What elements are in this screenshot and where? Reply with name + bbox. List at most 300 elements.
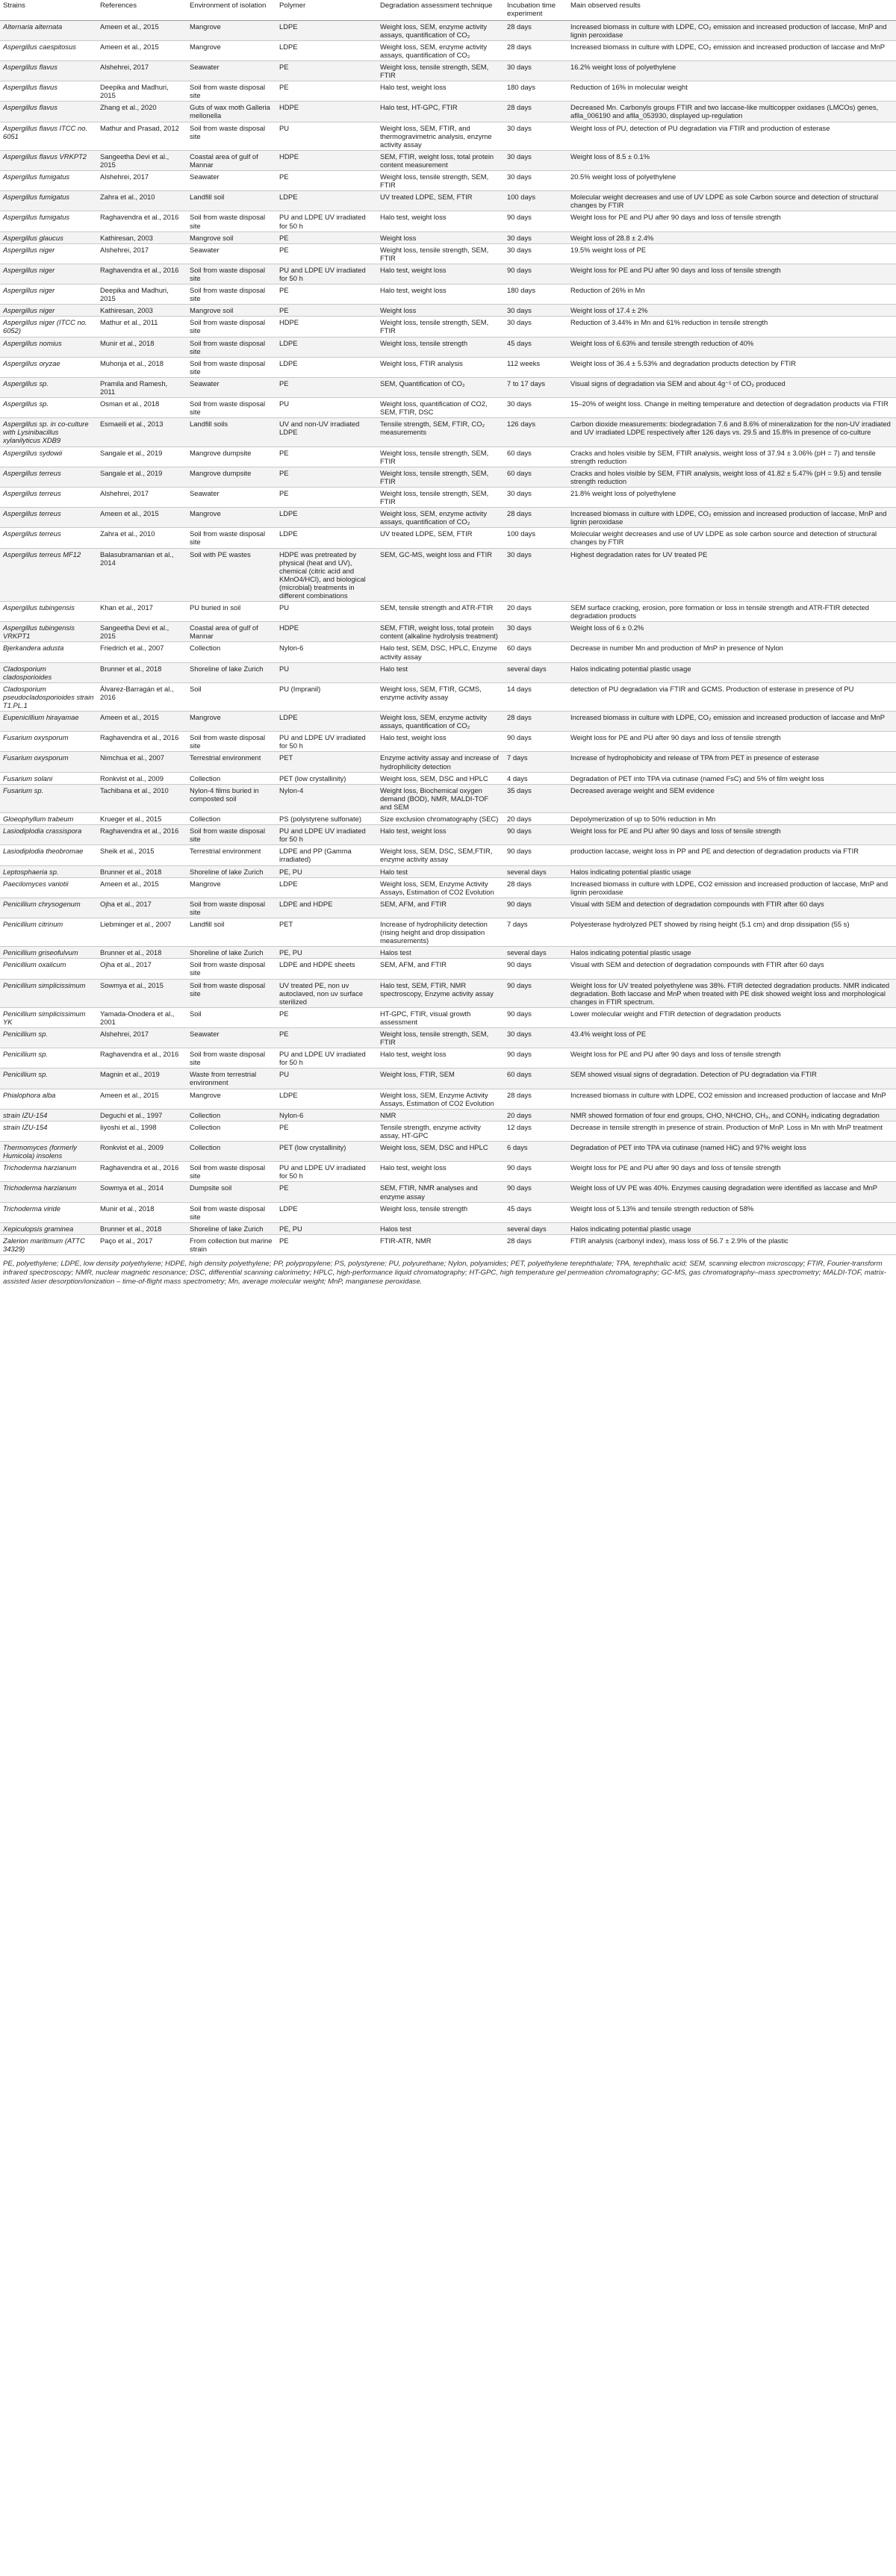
cell-reference: Ameen et al., 2015	[97, 712, 187, 732]
cell-result: Weight loss of PU, detection of PU degradation via FTIR and production of esterase	[567, 122, 896, 150]
cell-environment: Soil from waste disposal site	[187, 357, 276, 377]
cell-result: Weight loss for PE and PU after 90 days and loss of tensile strength	[567, 825, 896, 845]
cell-technique: Weight loss, Biochemical oxygen demand (BOD), NMR, MALDI-TOF and SEM	[377, 784, 504, 812]
cell-environment: Seawater	[187, 61, 276, 81]
cell-result: 16.2% weight loss of polyethylene	[567, 61, 896, 81]
cell-polymer: HDPE was pretreated by physical (heat and UV), chemical (citric acid and KMnO4/HCl), and biological (microbial) treatments in different combinations	[276, 548, 377, 602]
cell-polymer: HDPE	[276, 317, 377, 337]
cell-environment: Collection	[187, 1109, 276, 1121]
cell-environment: Soil from waste disposal site	[187, 732, 276, 752]
cell-reference: Alshehrei, 2017	[97, 487, 187, 507]
cell-environment: Seawater	[187, 377, 276, 397]
cell-reference: Deepika and Madhuri, 2015	[97, 284, 187, 305]
table-row	[0, 528, 896, 548]
cell-environment: Seawater	[187, 171, 276, 191]
cell-result: Weight loss for PE and PU after 90 days and loss of tensile strength	[567, 1162, 896, 1182]
cell-result: Visual signs of degradation via SEM and about 4g⁻¹ of CO₂ produced	[567, 377, 896, 397]
cell-technique: Weight loss, SEM, enzyme activity assays, quantification of CO₂	[377, 508, 504, 528]
cell-strain: Aspergillus flavus VRKPT2	[0, 150, 97, 170]
cell-incubation: 30 days	[504, 305, 567, 317]
cell-polymer: PU	[276, 398, 377, 418]
table-row	[0, 398, 896, 418]
cell-result: Reduction of 26% in Mn	[567, 284, 896, 305]
cell-polymer: LDPE	[276, 191, 377, 211]
cell-incubation: 60 days	[504, 447, 567, 467]
cell-strain: Aspergillus tubingensis VRKPT1	[0, 622, 97, 642]
cell-strain: Aspergillus fumigatus	[0, 171, 97, 191]
cell-incubation: 90 days	[504, 959, 567, 979]
cell-technique: Weight loss	[377, 231, 504, 243]
cell-result: 15–20% of weight loss. Change in melting temperature and detection of degradation products via FTIR	[567, 398, 896, 418]
cell-incubation: 30 days	[504, 622, 567, 642]
cell-incubation: 14 days	[504, 682, 567, 711]
cell-technique: NMR	[377, 1109, 504, 1121]
cell-technique: Halo test	[377, 865, 504, 877]
cell-technique: FTIR-ATR, NMR	[377, 1234, 504, 1254]
cell-polymer: PE	[276, 61, 377, 81]
cell-polymer: PET	[276, 918, 377, 946]
cell-result: Increased biomass in culture with LDPE, CO₂ emission and increased production of laccase, MnP and lignin peroxidase	[567, 508, 896, 528]
cell-technique: Weight loss, SEM, Enzyme Activity Assays, Estimation of CO2 Evolution	[377, 1089, 504, 1109]
cell-technique: Weight loss, SEM, DSC, SEM,FTIR, enzyme activity assay	[377, 845, 504, 865]
cell-reference: Munir et al., 2018	[97, 1202, 187, 1222]
cell-strain: Alternaria alternata	[0, 20, 97, 40]
cell-polymer: LDPE	[276, 1202, 377, 1222]
cell-incubation: 20 days	[504, 1109, 567, 1121]
cell-reference: Raghavendra et al., 2016	[97, 211, 187, 231]
table-row	[0, 918, 896, 946]
cell-technique: Size exclusion chromatography (SEC)	[377, 813, 504, 825]
cell-reference: Sowmya et al., 2014	[97, 1182, 187, 1202]
cell-reference: Krueger et al., 2015	[97, 813, 187, 825]
cell-environment: Collection	[187, 1142, 276, 1162]
cell-strain: Aspergillus terreus	[0, 508, 97, 528]
cell-strain: Leptosphaeria sp.	[0, 865, 97, 877]
cell-strain: Xepiculopsis graminea	[0, 1222, 97, 1234]
cell-reference: Raghavendra et al., 2016	[97, 264, 187, 284]
cell-incubation: 30 days	[504, 243, 567, 264]
cell-reference: Yamada-Onodera et al., 2001	[97, 1007, 187, 1027]
cell-result: 20.5% weight loss of polyethylene	[567, 171, 896, 191]
table-row	[0, 959, 896, 979]
cell-technique: Halo test, weight loss	[377, 825, 504, 845]
cell-environment: Collection	[187, 1121, 276, 1141]
cell-strain: Aspergillus niger	[0, 264, 97, 284]
cell-result: Weight loss of UV PE was 40%. Enzymes causing degradation were identified as laccase and MnP	[567, 1182, 896, 1202]
cell-strain: Aspergillus sp.	[0, 398, 97, 418]
cell-incubation: several days	[504, 947, 567, 959]
cell-incubation: 60 days	[504, 1068, 567, 1089]
table-row	[0, 171, 896, 191]
cell-technique: Weight loss, SEM, DSC and HPLC	[377, 1142, 504, 1162]
cell-technique: Tensile strength, SEM, FTIR, CO₂ measurements	[377, 418, 504, 447]
cell-result: Depolymerization of up to 50% reduction in Mn	[567, 813, 896, 825]
table-row	[0, 1068, 896, 1089]
table-row	[0, 548, 896, 602]
cell-technique: Halo test, weight loss	[377, 264, 504, 284]
cell-result: SEM surface cracking, erosion, pore formation or loss in tensile strength and ATR-FTIR detected degradation products	[567, 602, 896, 622]
table-row	[0, 1089, 896, 1109]
cell-reference: Alshehrei, 2017	[97, 243, 187, 264]
cell-environment: Shoreline of lake Zurich	[187, 865, 276, 877]
cell-environment: Mangrove soil	[187, 231, 276, 243]
cell-technique: Weight loss, SEM, enzyme activity assays, quantification of CO₂	[377, 20, 504, 40]
cell-environment: From collection but marine strain	[187, 1234, 276, 1254]
cell-polymer: LDPE	[276, 1089, 377, 1109]
cell-result: Weight loss of 8.5 ± 0.1%	[567, 150, 896, 170]
cell-environment: Landfill soil	[187, 191, 276, 211]
cell-strain: Cladosporium pseudocladosporioides strain T1.PL.1	[0, 682, 97, 711]
cell-reference: Sangeetha Devi et al., 2015	[97, 150, 187, 170]
cell-reference: Brunner et al., 2018	[97, 662, 187, 682]
cell-technique: Halo test, SEM, DSC, HPLC, Enzyme activity assay	[377, 642, 504, 662]
table-row	[0, 1142, 896, 1162]
cell-polymer: PS (polystyrene sulfonate)	[276, 813, 377, 825]
table-row	[0, 1222, 896, 1234]
cell-polymer: LDPE	[276, 337, 377, 357]
cell-result: Weight loss for PE and PU after 90 days and loss of tensile strength	[567, 732, 896, 752]
cell-result: Lower molecular weight and FTIR detection of degradation products	[567, 1007, 896, 1027]
table-row	[0, 508, 896, 528]
cell-incubation: 90 days	[504, 1162, 567, 1182]
cell-reference: Álvarez-Barragán et al., 2016	[97, 682, 187, 711]
cell-technique: SEM, FTIR, NMR analyses and enzyme assay	[377, 1182, 504, 1202]
cell-strain: Penicillium citrinum	[0, 918, 97, 946]
cell-technique: Weight loss, tensile strength, SEM, FTIR	[377, 467, 504, 487]
cell-polymer: PE	[276, 231, 377, 243]
cell-strain: Aspergillus flavus	[0, 61, 97, 81]
cell-polymer: PE	[276, 1234, 377, 1254]
cell-result: Halos indicating potential plastic usage	[567, 1222, 896, 1234]
cell-technique: SEM, AFM, and FTIR	[377, 897, 504, 918]
cell-strain: Aspergillus tubingensis	[0, 602, 97, 622]
cell-environment: Shoreline of lake Zurich	[187, 947, 276, 959]
cell-environment: Mangrove	[187, 712, 276, 732]
cell-polymer: PE	[276, 1028, 377, 1048]
table-row	[0, 447, 896, 467]
cell-environment: Seawater	[187, 243, 276, 264]
table-row	[0, 20, 896, 40]
cell-strain: Trichoderma harzianum	[0, 1182, 97, 1202]
cell-technique: UV treated LDPE, SEM, FTIR	[377, 528, 504, 548]
cell-result: Halos indicating potential plastic usage	[567, 865, 896, 877]
cell-strain: Aspergillus flavus ITCC no. 6051	[0, 122, 97, 150]
cell-technique: Weight loss, SEM, FTIR, and thermogravimetric analysis, enzyme activity assay	[377, 122, 504, 150]
cell-result: Decrease in number Mn and production of MnP in presence of Nylon	[567, 642, 896, 662]
table-row	[0, 1028, 896, 1048]
table-row	[0, 662, 896, 682]
cell-environment: Mangrove soil	[187, 305, 276, 317]
cell-polymer: PU and LDPE UV irradiated for 50 h	[276, 732, 377, 752]
cell-reference: Munir et al., 2018	[97, 337, 187, 357]
table-row	[0, 1048, 896, 1068]
table-row	[0, 211, 896, 231]
header-technique: Degradation assessment technique	[377, 0, 504, 20]
cell-result: Weight loss for UV treated polyethylene was 38%. FTIR detected degradation products. NMR indicated degradation. Both laccase and MnP when treated with PE disk showed weight loss and morphological changes in FTIR spectrum.	[567, 979, 896, 1007]
cell-environment: Coastal area of gulf of Mannar	[187, 622, 276, 642]
cell-result: Increased biomass in culture with LDPE, CO₂ emission and increased production of laccase and MnP	[567, 712, 896, 732]
cell-environment: Shoreline of lake Zurich	[187, 662, 276, 682]
cell-environment: Seawater	[187, 1028, 276, 1048]
cell-polymer: PE, PU	[276, 1222, 377, 1234]
cell-reference: Iiyoshi et al., 1998	[97, 1121, 187, 1141]
cell-polymer: PE, PU	[276, 865, 377, 877]
cell-environment: Soil from waste disposal site	[187, 122, 276, 150]
table-row	[0, 642, 896, 662]
cell-incubation: 100 days	[504, 191, 567, 211]
header-results: Main observed results	[567, 0, 896, 20]
cell-technique: Weight loss, tensile strength, SEM, FTIR	[377, 1028, 504, 1048]
cell-incubation: 30 days	[504, 231, 567, 243]
table-row	[0, 752, 896, 772]
cell-incubation: 20 days	[504, 813, 567, 825]
cell-result: Carbon dioxide measurements: biodegradation 7.6 and 8.6% of mineralization for the non-UV irradiated and UV irradiated LDPE respectively after 126 days vs. 29.5 and 15.8% in presence of co-culture	[567, 418, 896, 447]
cell-technique: Halo test, weight loss	[377, 732, 504, 752]
cell-result: production laccase, weight loss in PP and PE and detection of degradation products via FTIR	[567, 845, 896, 865]
cell-strain: Penicillium simplicissimum	[0, 979, 97, 1007]
table-row	[0, 317, 896, 337]
cell-result: 21.8% weight loss of polyethylene	[567, 487, 896, 507]
cell-strain: Aspergillus nomius	[0, 337, 97, 357]
cell-environment: Shoreline of lake Zurich	[187, 1222, 276, 1234]
cell-strain: Aspergillus flavus	[0, 81, 97, 102]
cell-strain: Aspergillus flavus	[0, 102, 97, 122]
cell-result: Molecular weight decreases and use of UV LDPE as sole carbon source and detection of structural changes by FTIR	[567, 528, 896, 548]
table-row	[0, 243, 896, 264]
cell-environment: Soil from waste disposal site	[187, 959, 276, 979]
cell-incubation: 180 days	[504, 81, 567, 102]
cell-environment: Mangrove dumpsite	[187, 467, 276, 487]
cell-incubation: 90 days	[504, 264, 567, 284]
table-row	[0, 622, 896, 642]
cell-technique: Weight loss, SEM, enzyme activity assays, quantification of CO₂	[377, 40, 504, 60]
cell-strain: strain IZU-154	[0, 1109, 97, 1121]
cell-incubation: 60 days	[504, 467, 567, 487]
table-row	[0, 682, 896, 711]
cell-environment: Soil from waste disposal site	[187, 81, 276, 102]
cell-strain: strain IZU-154	[0, 1121, 97, 1141]
table-row	[0, 1109, 896, 1121]
table-row	[0, 305, 896, 317]
cell-result: Visual with SEM and detection of degradation compounds with FTIR after 60 days	[567, 897, 896, 918]
cell-strain: Aspergillus sydowii	[0, 447, 97, 467]
cell-reference: Liebminger et al., 2007	[97, 918, 187, 946]
cell-polymer: PE	[276, 171, 377, 191]
cell-reference: Khan et al., 2017	[97, 602, 187, 622]
header-strains: Strains	[0, 0, 97, 20]
cell-reference: Sangeetha Devi et al., 2015	[97, 622, 187, 642]
cell-incubation: 28 days	[504, 20, 567, 40]
cell-technique: Enzyme activity assay and increase of hydrophilicity detection	[377, 752, 504, 772]
cell-polymer: UV and non-UV irradiated LDPE	[276, 418, 377, 447]
cell-incubation: 28 days	[504, 877, 567, 897]
cell-incubation: 90 days	[504, 979, 567, 1007]
cell-environment: Dumpsite soil	[187, 1182, 276, 1202]
cell-result: Reduction of 3.44% in Mn and 61% reduction in tensile strength	[567, 317, 896, 337]
cell-result: Degradation of PET into TPA via cutinase (named HiC) and 97% weight loss	[567, 1142, 896, 1162]
cell-polymer: LDPE	[276, 712, 377, 732]
cell-technique: Weight loss, FTIR analysis	[377, 357, 504, 377]
header-environment: Environment of isolation	[187, 0, 276, 20]
cell-polymer: PE	[276, 487, 377, 507]
cell-strain: Penicillium sp.	[0, 1048, 97, 1068]
cell-polymer: PE	[276, 284, 377, 305]
cell-environment: Nylon-4 films buried in composted soil	[187, 784, 276, 812]
cell-result: NMR showed formation of four end groups, CHO, NHCHO, CH₃, and CONH₂ indicating degradation	[567, 1109, 896, 1121]
cell-polymer: PU	[276, 122, 377, 150]
cell-reference: Mathur et al., 2011	[97, 317, 187, 337]
cell-strain: Penicillium sp.	[0, 1068, 97, 1089]
cell-incubation: 90 days	[504, 825, 567, 845]
cell-environment: Soil	[187, 1007, 276, 1027]
cell-technique: Weight loss, FTIR, SEM	[377, 1068, 504, 1089]
cell-reference: Alshehrei, 2017	[97, 61, 187, 81]
cell-technique: Halo test, weight loss	[377, 211, 504, 231]
cell-incubation: 30 days	[504, 487, 567, 507]
cell-reference: Ameen et al., 2015	[97, 1089, 187, 1109]
cell-technique: Halo test, weight loss	[377, 81, 504, 102]
table-row	[0, 61, 896, 81]
cell-incubation: 6 days	[504, 1142, 567, 1162]
cell-strain: Aspergillus niger	[0, 284, 97, 305]
cell-polymer: HDPE	[276, 102, 377, 122]
cell-technique: SEM, Quantification of CO₂	[377, 377, 504, 397]
cell-result: Weight loss of 5.13% and tensile strength reduction of 58%	[567, 1202, 896, 1222]
cell-result: Increased biomass in culture with LDPE, CO2 emission and increased production of laccase, MnP and lignin peroxidase	[567, 877, 896, 897]
table-footnote: PE, polyethylene; LDPE, low density polyethylene; HDPE, high density polyethylene; PP, polypropylene; PS, polystyrene; PU, polyurethane; Nylon, polyamides; PET, polyethylene terephthalate; TPA, terephthalic acid; SEM, scanning electron microscopy; FTIR, Fourier-transform infrared spectroscopy; NMR, nuclear magnetic resonance; DSC, differential scanning calorimetry; HPLC, high-performance liquid chromatography; HT-GPC, high temperature gel permeation chromatography; GC-MS, gas chromatography–mass spectrometry; MALDI-TOF, matrix-assisted laser desorption/ionization – time-of-flight mass spectrometry; Mn, average molecular weight; MnP, manganese peroxidase.	[3, 1260, 887, 1287]
cell-reference: Ronkvist et al., 2009	[97, 772, 187, 784]
cell-strain: Trichoderma viride	[0, 1202, 97, 1222]
cell-polymer: PU (Impranil)	[276, 682, 377, 711]
cell-polymer: PE	[276, 447, 377, 467]
table-row	[0, 264, 896, 284]
cell-polymer: LDPE and PP (Gamma irradiated)	[276, 845, 377, 865]
cell-strain: Aspergillus sp. in co-culture with Lysinibacillus xylanilyticus XDB9	[0, 418, 97, 447]
cell-reference: Kathiresan, 2003	[97, 305, 187, 317]
cell-result: Halos indicating potential plastic usage	[567, 947, 896, 959]
cell-technique: Weight loss, tensile strength, SEM, FTIR	[377, 61, 504, 81]
cell-polymer: PU and LDPE UV irradiated for 50 h	[276, 825, 377, 845]
cell-reference: Brunner et al., 2018	[97, 865, 187, 877]
cell-environment: Landfill soil	[187, 918, 276, 946]
cell-strain: Lasiodiplodia theobromae	[0, 845, 97, 865]
cell-strain: Fusarium sp.	[0, 784, 97, 812]
table-row	[0, 487, 896, 507]
cell-strain: Penicillium griseofulvum	[0, 947, 97, 959]
header-row	[0, 0, 896, 20]
table-header	[0, 0, 896, 20]
cell-technique: Weight loss, SEM, Enzyme Activity Assays, Estimation of CO2 Evolution	[377, 877, 504, 897]
cell-reference: Ojha et al., 2017	[97, 959, 187, 979]
cell-environment: Soil from waste disposal site	[187, 1048, 276, 1068]
cell-technique: Weight loss, tensile strength, SEM, FTIR	[377, 171, 504, 191]
cell-reference: Sowmya et al., 2015	[97, 979, 187, 1007]
cell-result: Highest degradation rates for UV treated PE	[567, 548, 896, 602]
cell-strain: Aspergillus terreus	[0, 528, 97, 548]
cell-result: FTIR analysis (carbonyl index), mass loss of 56.7 ± 2.9% of the plastic	[567, 1234, 896, 1254]
cell-polymer: Nylon-6	[276, 642, 377, 662]
cell-strain: Fusarium oxysporum	[0, 732, 97, 752]
cell-environment: Collection	[187, 642, 276, 662]
cell-technique: Weight loss	[377, 305, 504, 317]
cell-technique: Weight loss, tensile strength	[377, 337, 504, 357]
cell-result: Degradation of PET into TPA via cutinase (named FsC) and 5% of film weight loss	[567, 772, 896, 784]
cell-polymer: PET (low crystallinity)	[276, 772, 377, 784]
cell-reference: Ameen et al., 2015	[97, 40, 187, 60]
cell-strain: Aspergillus oryzae	[0, 357, 97, 377]
cell-polymer: PE	[276, 1007, 377, 1027]
cell-incubation: 28 days	[504, 508, 567, 528]
cell-polymer: PET (low crystallinity)	[276, 1142, 377, 1162]
cell-incubation: 35 days	[504, 784, 567, 812]
table-body	[0, 20, 896, 1254]
cell-environment: PU buried in soil	[187, 602, 276, 622]
cell-environment: Terrestrial environment	[187, 752, 276, 772]
cell-strain: Penicillium simplicissimum YK	[0, 1007, 97, 1027]
cell-environment: Waste from terrestrial environment	[187, 1068, 276, 1089]
cell-result: Weight loss of 6 ± 0.2%	[567, 622, 896, 642]
cell-strain: Penicillium oxalicum	[0, 959, 97, 979]
header-incubation: Incubation time experiment	[504, 0, 567, 20]
cell-result: Polyesterase hydrolyzed PET showed by rising height (5.1 cm) and drop dissipation (55 s)	[567, 918, 896, 946]
cell-polymer: PU and LDPE UV irradiated for 50 h	[276, 211, 377, 231]
cell-environment: Mangrove dumpsite	[187, 447, 276, 467]
table-row	[0, 1162, 896, 1182]
cell-polymer: PU	[276, 662, 377, 682]
cell-environment: Soil from waste disposal site	[187, 979, 276, 1007]
cell-reference: Brunner et al., 2018	[97, 1222, 187, 1234]
table-row	[0, 897, 896, 918]
cell-incubation: 45 days	[504, 1202, 567, 1222]
cell-strain: Trichoderma harzianum	[0, 1162, 97, 1182]
table-row	[0, 1234, 896, 1254]
cell-technique: Weight loss, tensile strength, SEM, FTIR	[377, 487, 504, 507]
cell-result: Increased biomass in culture with LDPE, CO₂ emission and increased production of laccase, MnP and lignin peroxidase	[567, 20, 896, 40]
cell-technique: SEM, FTIR, weight loss, total protein content measurement	[377, 150, 504, 170]
cell-strain: Aspergillus niger (ITCC no. 6052)	[0, 317, 97, 337]
cell-strain: Penicillium sp.	[0, 1028, 97, 1048]
cell-technique: Halo test, weight loss	[377, 1048, 504, 1068]
cell-polymer: PE	[276, 467, 377, 487]
header-references: References	[97, 0, 187, 20]
cell-strain: Aspergillus terreus	[0, 467, 97, 487]
header-polymer: Polymer	[276, 0, 377, 20]
cell-strain: Aspergillus niger	[0, 305, 97, 317]
cell-result: Visual with SEM and detection of degradation compounds with FTIR after 60 days	[567, 959, 896, 979]
cell-incubation: 20 days	[504, 602, 567, 622]
cell-technique: SEM, GC-MS, weight loss and FTIR	[377, 548, 504, 602]
cell-incubation: 90 days	[504, 897, 567, 918]
cell-incubation: 28 days	[504, 40, 567, 60]
cell-polymer: Nylon-6	[276, 1109, 377, 1121]
cell-incubation: 30 days	[504, 1028, 567, 1048]
fungal-plastic-degradation-table	[0, 0, 896, 1255]
table-row	[0, 865, 896, 877]
cell-polymer: PU and LDPE UV irradiated for 50 h	[276, 1048, 377, 1068]
cell-polymer: LDPE	[276, 508, 377, 528]
cell-reference: Osman et al., 2018	[97, 398, 187, 418]
cell-reference: Zahra et al., 2010	[97, 528, 187, 548]
cell-technique: Weight loss, tensile strength, SEM, FTIR	[377, 317, 504, 337]
cell-polymer: PU	[276, 1068, 377, 1089]
cell-result: Molecular weight decreases and use of UV LDPE as sole Carbon source and detection of structural changes by FTIR	[567, 191, 896, 211]
cell-reference: Raghavendra et al., 2016	[97, 825, 187, 845]
table-row	[0, 150, 896, 170]
cell-reference: Brunner et al., 2018	[97, 947, 187, 959]
cell-reference: Ameen et al., 2015	[97, 877, 187, 897]
cell-reference: Esmaeili et al., 2013	[97, 418, 187, 447]
cell-incubation: several days	[504, 662, 567, 682]
